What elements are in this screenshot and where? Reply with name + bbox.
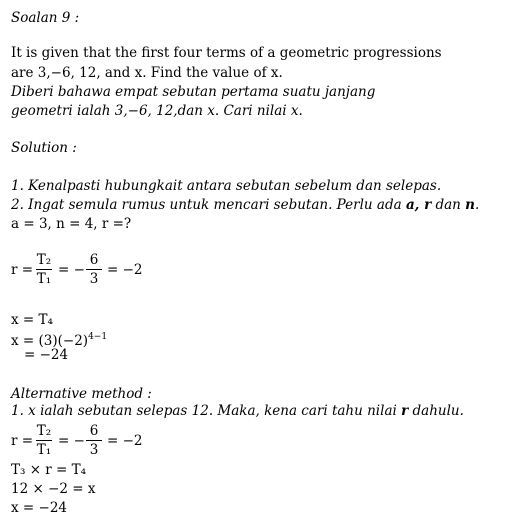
fraction-numerator: 6 (86, 423, 102, 441)
step-2-text: 2. Ingat semula rumus untuk mencari sebutan. Perlu ada (11, 197, 406, 213)
ratio-lhs: r = (11, 433, 34, 449)
alt-step-1-end: dahulu. (408, 403, 464, 419)
fraction-numerator: T₂ (36, 252, 52, 268)
fraction-denominator: T₁ (36, 442, 52, 458)
x-result: = −24 (24, 347, 69, 363)
ratio-equation (11, 250, 211, 290)
fraction-t2-t1 (36, 423, 52, 458)
fraction-denominator: 3 (89, 442, 99, 458)
step-2-mid: dan (431, 197, 466, 213)
x-calculation-base: x = (3)(−2) (11, 333, 89, 349)
question-heading: Soalan 9 : (11, 10, 80, 26)
solution-heading: Solution : (11, 140, 77, 156)
alt-calculation: 12 × −2 = x (11, 481, 96, 497)
step-2-bold-vars: a, r (405, 197, 432, 213)
step-1: 1. Kenalpasti hubungkait antara sebutan sebelum dan selepas. (11, 178, 442, 194)
question-english-line-1: It is given that the first four terms of a geometric progressions (11, 45, 442, 61)
fraction-numerator: T₂ (36, 423, 52, 439)
step-2-end: . (475, 197, 480, 213)
fraction-numerator: 6 (86, 252, 102, 270)
ratio-rhs: = −2 (107, 262, 143, 278)
alt-result: x = −24 (11, 500, 67, 516)
fraction-denominator: T₁ (36, 271, 52, 287)
fraction-t2-t1 (36, 252, 52, 287)
step-2-bold-n: n (465, 197, 475, 213)
fraction-6-3 (86, 423, 102, 458)
ratio-middle: = − (58, 433, 85, 449)
step-2 (11, 197, 479, 213)
fraction-6-3 (86, 252, 102, 287)
fraction-denominator: 3 (89, 271, 99, 287)
alt-step-1-text: 1. x ialah sebutan selepas 12. Maka, kena cari tahu nilai (11, 403, 402, 419)
ratio-middle: = − (58, 262, 85, 278)
t3-times-r: T₃ × r = T₄ (11, 462, 87, 478)
ratio-rhs: = −2 (107, 433, 143, 449)
ratio-lhs: r = (11, 262, 34, 278)
question-malay-line-1: Diberi bahawa empat sebutan pertama suatu janjang (11, 84, 376, 100)
x-equals-t4: x = T₄ (11, 312, 53, 328)
question-english-line-2: are 3,−6, 12, and x. Find the value of x. (11, 65, 283, 81)
x-calculation (11, 329, 107, 349)
alt-ratio-equation (11, 421, 211, 461)
alt-step-1-bold-r: r (401, 403, 409, 419)
alternative-heading: Alternative method : (11, 386, 152, 402)
x-calculation-exponent: 4−1 (88, 332, 108, 342)
alternative-step-1 (11, 403, 464, 419)
given-values: a = 3, n = 4, r =? (11, 216, 132, 232)
question-malay-line-2: geometri ialah 3,−6, 12,dan x. Cari nilai x. (11, 103, 303, 119)
